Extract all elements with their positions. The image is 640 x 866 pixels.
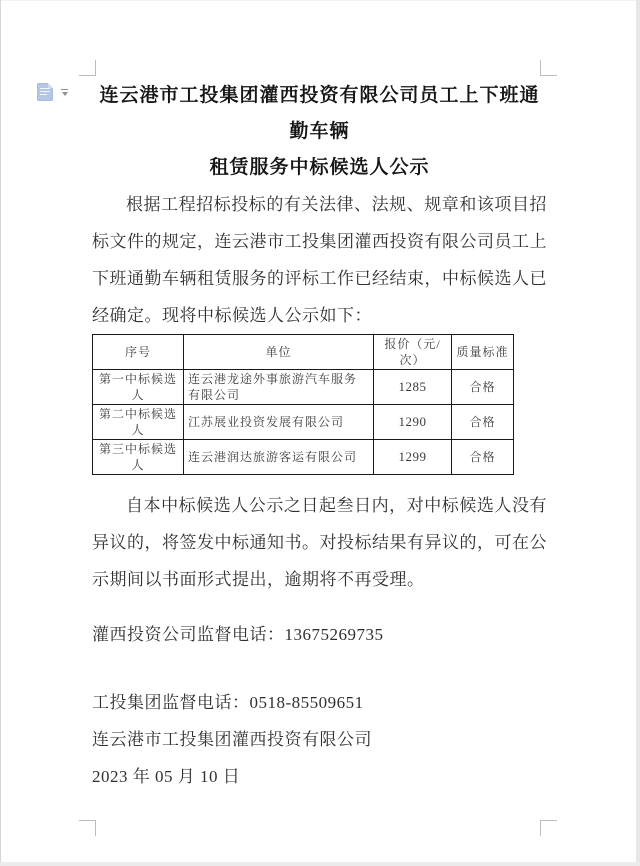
cell-company: 连云港龙途外事旅游汽车服务有限公司 bbox=[184, 370, 374, 405]
cell-rank: 第一中标候选人 bbox=[93, 370, 184, 405]
page-edge-bottom bbox=[0, 862, 640, 866]
candidates-table bbox=[92, 334, 514, 475]
notice-paragraph: 自本中标候选人公示之日起叁日内，对中标候选人没有异议的，将签发中标通知书。对投标结果有异议的，可在公示期间以书面形式提出，逾期将不再受理。 bbox=[92, 496, 547, 589]
margin-crop-mark-top-left bbox=[79, 60, 96, 76]
signature-date: 2023 年 05 月 10 日 bbox=[92, 767, 241, 786]
cell-price: 1290 bbox=[374, 405, 452, 440]
cell-company: 连云港润达旅游客运有限公司 bbox=[184, 440, 374, 475]
table-row bbox=[93, 440, 514, 475]
cell-quality: 合格 bbox=[452, 370, 514, 405]
cell-price: 1299 bbox=[374, 440, 452, 475]
document-title bbox=[92, 78, 547, 186]
margin-crop-mark-top-right bbox=[540, 60, 557, 76]
signature-company: 连云港市工投集团灌西投资有限公司 bbox=[92, 730, 372, 749]
table-row bbox=[93, 370, 514, 405]
cell-quality: 合格 bbox=[452, 440, 514, 475]
margin-crop-mark-bottom-right bbox=[540, 820, 557, 836]
supervision-phone-guanxi: 灌西投资公司监督电话：13675269735 bbox=[92, 625, 384, 644]
header-cell-rank: 序号 bbox=[93, 335, 184, 370]
table-row bbox=[93, 405, 514, 440]
header-cell-company: 单位 bbox=[184, 335, 374, 370]
document-body bbox=[0, 78, 640, 795]
margin-crop-mark-bottom-left bbox=[79, 820, 96, 836]
cell-quality: 合格 bbox=[452, 405, 514, 440]
header-cell-quality: 质量标准 bbox=[452, 335, 514, 370]
header-cell-price: 报价（元/次） bbox=[374, 335, 452, 370]
document-title-line-2: 租赁服务中标候选人公示 bbox=[209, 157, 430, 178]
cell-rank: 第二中标候选人 bbox=[93, 405, 184, 440]
page-edge-top bbox=[0, 0, 640, 1]
document-title-line-1: 连云港市工投集团灌西投资有限公司员工上下班通勤车辆 bbox=[99, 85, 540, 142]
intro-paragraph: 根据工程招标投标的有关法律、法规、规章和该项目招标文件的规定，连云港市工投集团灌西投资有限公司员工上下班通勤车辆租赁服务的评标工作已经结束，中标候选人已经确定。现将中标候选人公示如下： bbox=[92, 195, 547, 325]
cell-price: 1285 bbox=[374, 370, 452, 405]
cell-rank: 第三中标候选人 bbox=[93, 440, 184, 475]
cell-company: 江苏展业投资发展有限公司 bbox=[184, 405, 374, 440]
table-header-row bbox=[93, 335, 514, 370]
supervision-phone-group: 工投集团监督电话：0518-85509651 bbox=[92, 693, 364, 712]
